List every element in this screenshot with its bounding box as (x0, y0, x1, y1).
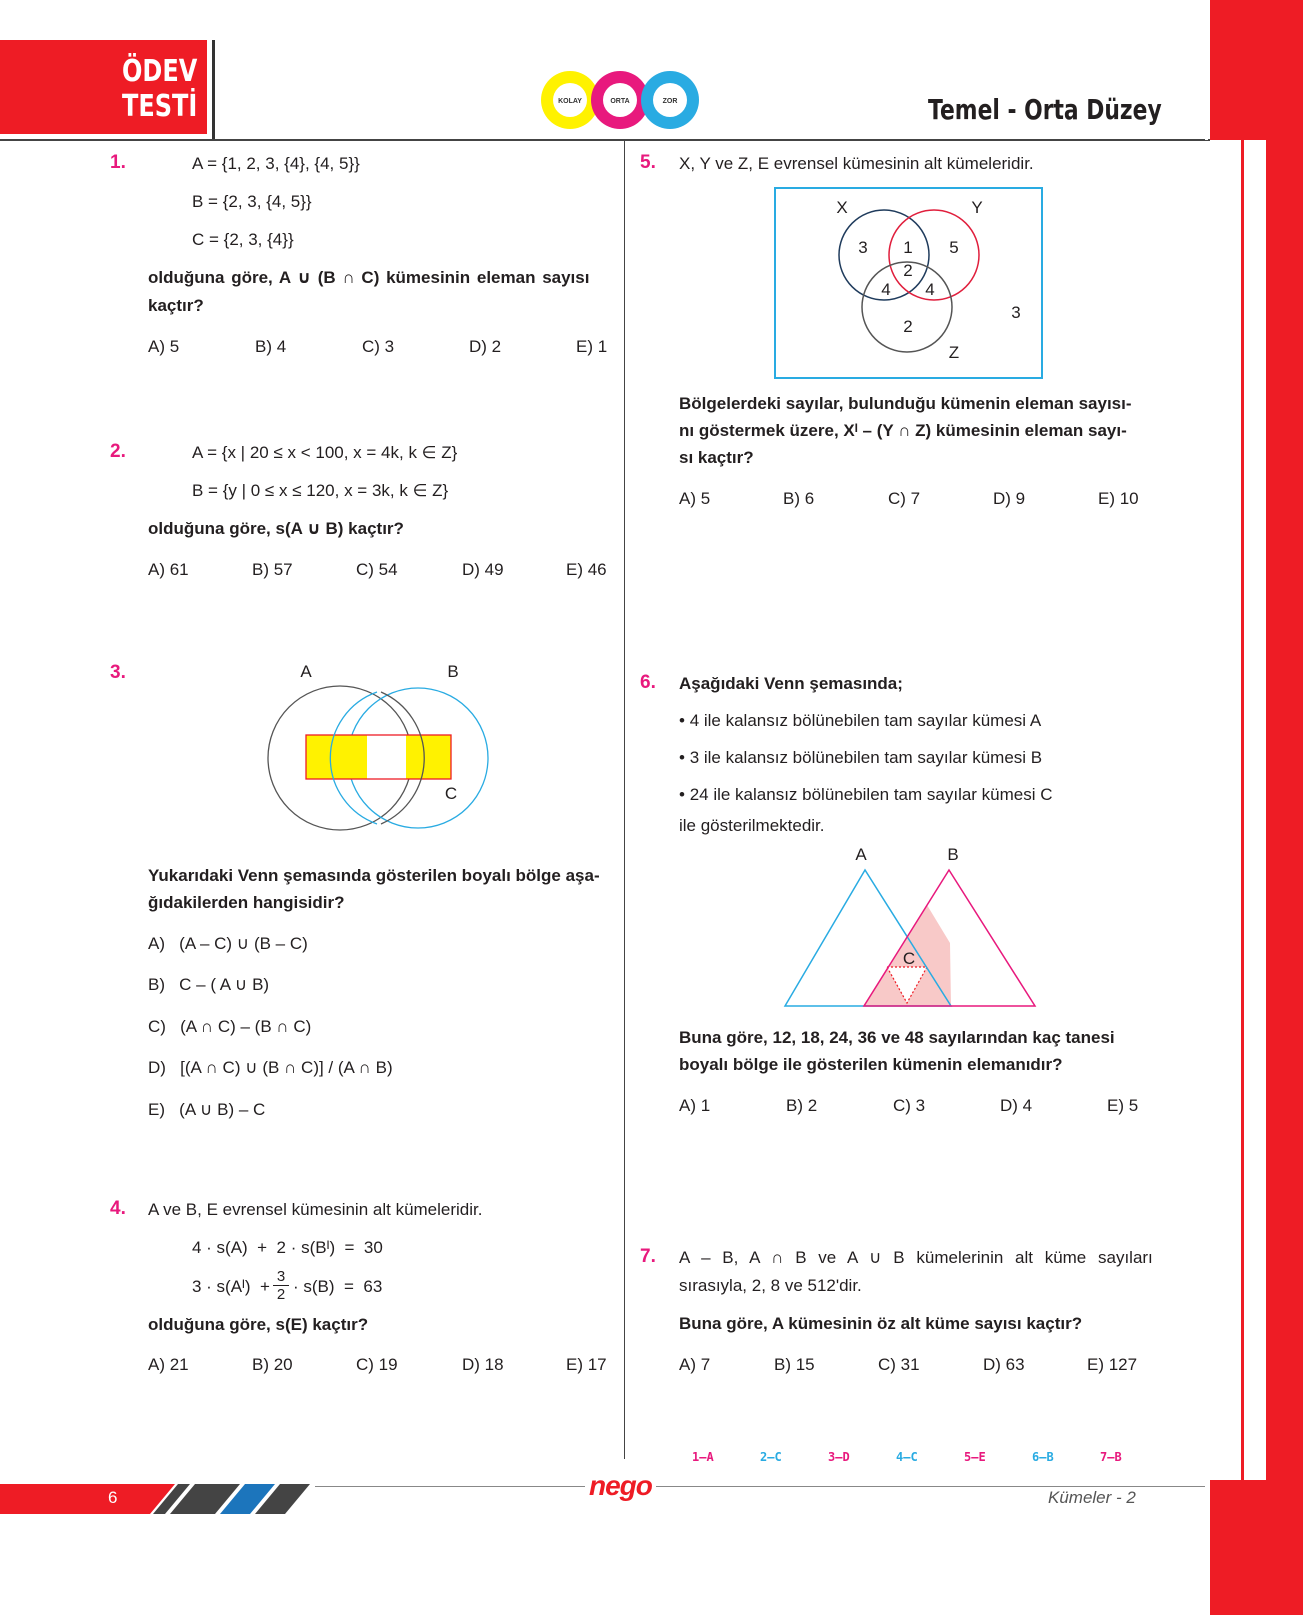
q5-region-xz: 4 (881, 280, 891, 299)
q1-number: 1. (110, 152, 126, 173)
header-badge-border (212, 40, 215, 140)
q3-option-b[interactable]: B) C – ( A ∪ B) (148, 975, 270, 994)
q5-region-xyz: 2 (903, 261, 913, 280)
q6-option-d[interactable]: D) 4 (1000, 1096, 1033, 1115)
page-number: 6 (108, 1488, 118, 1507)
q6-outro: ile gösterilmektedir. (679, 816, 825, 835)
q3-label-a: A (300, 662, 312, 681)
q6-bullet-3: • 24 ile kalansız bölünebilen tam sayılar kümesi C (679, 785, 1053, 804)
q4-option-a[interactable]: A) 21 (148, 1355, 189, 1374)
answer-key-4: 4–C (896, 1450, 918, 1464)
q2-option-c[interactable]: C) 54 (356, 560, 398, 579)
q1-option-b[interactable]: B) 4 (255, 337, 287, 356)
answer-key-7: 7–B (1100, 1450, 1122, 1464)
q6-bullet-3-text: 24 ile kalansız bölünebilen tam sayılar kümesi C (689, 785, 1053, 804)
q4-equation-2-right: · s(B) = 63 (293, 1277, 383, 1296)
right-margin-bar (1210, 0, 1303, 140)
q4-equation-2-left: 3 · s(Aᴵ) + (192, 1277, 270, 1296)
q7-text-2: sırasıyla, 2, 8 ve 512'dir. (679, 1276, 862, 1295)
q5-label-z: Z (948, 343, 960, 362)
footer-line (315, 1486, 1205, 1487)
q5-label-x: X (836, 198, 848, 217)
q5-region-xy: 1 (903, 238, 913, 257)
q7-option-b[interactable]: B) 15 (774, 1355, 815, 1374)
answer-key-1: 1–A (692, 1450, 714, 1464)
q3-venn-diagram (260, 655, 500, 845)
q3-prompt-2: ğıdakilerden hangisidir? (148, 893, 345, 912)
q5-option-d[interactable]: D) 9 (993, 489, 1026, 508)
level-easy-label: KOLAY (558, 98, 582, 105)
q6-bullet-1-text: 4 ile kalansız bölünebilen tam sayılar kümesi A (689, 711, 1042, 730)
q2-set-a: A = {x | 20 ≤ x < 100, x = 4k, k ∈ Z} (192, 443, 458, 462)
q5-option-a[interactable]: A) 5 (679, 489, 711, 508)
q6-title: Aşağıdaki Venn şemasında; (679, 674, 903, 693)
level-hard-label: ZOR (662, 98, 678, 105)
q1-prompt-2: kaçtır? (148, 296, 204, 315)
q2-option-e[interactable]: E) 46 (566, 560, 607, 579)
q4-number: 4. (110, 1198, 126, 1219)
q3-label-c: C (444, 784, 458, 803)
q1-set-a: A = {1, 2, 3, {4}, {4, 5}} (192, 154, 360, 173)
q5-prompt-2: nı göstermek üzere, Xᴵ – (Y ∩ Z) kümesinin eleman sayı- (679, 421, 1127, 440)
q6-bullet-2: • 3 ile kalansız bölünebilen tam sayılar kümesi B (679, 748, 1043, 767)
q7-option-a[interactable]: A) 7 (679, 1355, 711, 1374)
q5-intro: X, Y ve Z, E evrensel kümesinin alt kümeleridir. (679, 154, 1034, 173)
q1-option-e[interactable]: E) 1 (576, 337, 608, 356)
q1-option-d[interactable]: D) 2 (469, 337, 502, 356)
q7-option-e[interactable]: E) 127 (1087, 1355, 1138, 1374)
q4-option-d[interactable]: D) 18 (462, 1355, 504, 1374)
answer-key-3: 3–D (828, 1450, 850, 1464)
q6-prompt-2: boyalı bölge ile gösterilen kümenin elemanıdır? (679, 1055, 1063, 1074)
answer-key-2: 2–C (760, 1450, 782, 1464)
q5-label-y: Y (971, 198, 983, 217)
q1-set-c: C = {2, 3, {4}} (192, 230, 294, 249)
brand-logo: nego (585, 1470, 656, 1502)
q5-region-z-only: 2 (903, 317, 913, 336)
q1-option-a[interactable]: A) 5 (148, 337, 180, 356)
q7-number: 7. (640, 1246, 656, 1267)
q6-number: 6. (640, 672, 656, 693)
q6-label-b: B (947, 845, 959, 864)
q2-set-b: B = {y | 0 ≤ x ≤ 120, x = 3k, k ∈ Z} (192, 481, 449, 500)
answer-key-6: 6–B (1032, 1450, 1054, 1464)
q3-unshaded-lens (367, 735, 406, 779)
level-circles (540, 70, 702, 132)
level-medium-label: ORTA (610, 98, 630, 105)
q3-option-e[interactable]: E) (A ∪ B) – C (148, 1100, 266, 1119)
q6-venn-diagram (775, 840, 1045, 1012)
q3-prompt: Yukarıdaki Venn şemasında gösterilen boyalı bölge aşa- (148, 866, 600, 885)
q5-option-b[interactable]: B) 6 (783, 489, 815, 508)
q3-number: 3. (110, 662, 126, 683)
q2-option-d[interactable]: D) 49 (462, 560, 504, 579)
q1-option-c[interactable]: C) 3 (362, 337, 395, 356)
q5-venn-diagram (774, 187, 1046, 382)
answer-key-5: 5–E (964, 1450, 986, 1464)
q4-option-b[interactable]: B) 20 (252, 1355, 293, 1374)
q4-intro: A ve B, E evrensel kümesinin alt kümeleridir. (148, 1200, 483, 1219)
q3-label-b: B (447, 662, 459, 681)
q3-option-d[interactable]: D) [(A ∩ C) ∪ (B ∩ C)] / (A ∩ B) (148, 1058, 393, 1077)
q4-equation-1: 4 · s(A) + 2 · s(Bᴵ) = 30 (192, 1238, 383, 1257)
q6-option-e[interactable]: E) 5 (1107, 1096, 1139, 1115)
badge-line2: TESTİ (122, 89, 198, 124)
header-line (0, 139, 1210, 141)
q6-bullet-2-text: 3 ile kalansız bölünebilen tam sayılar kümesi B (689, 748, 1043, 767)
q5-region-x-only: 3 (858, 238, 868, 257)
q4-prompt: olduğuna göre, s(E) kaçtır? (148, 1315, 369, 1334)
q4-fraction-denominator: 2 (276, 1286, 286, 1303)
page-title: Temel - Orta Düzey (928, 93, 1162, 126)
q6-bullet-1: • 4 ile kalansız bölünebilen tam sayılar kümesi A (679, 711, 1042, 730)
q6-option-c[interactable]: C) 3 (893, 1096, 926, 1115)
q6-label-a: A (855, 845, 867, 864)
q5-region-yz: 4 (925, 280, 935, 299)
chapter-label: Kümeler - 2 (1048, 1488, 1136, 1507)
q3-option-a[interactable]: A) (A – C) ∪ (B – C) (148, 934, 308, 953)
q4-option-e[interactable]: E) 17 (566, 1355, 607, 1374)
q5-number: 5. (640, 152, 656, 173)
q6-option-b[interactable]: B) 2 (786, 1096, 818, 1115)
q5-option-c[interactable]: C) 7 (888, 489, 921, 508)
q5-option-e[interactable]: E) 10 (1098, 489, 1139, 508)
badge-line1: ÖDEV (122, 54, 198, 89)
q6-prompt: Buna göre, 12, 18, 24, 36 ve 48 sayılarından kaç tanesi (679, 1028, 1115, 1047)
q7-prompt: Buna göre, A kümesinin öz alt küme sayısı kaçtır? (679, 1314, 1083, 1333)
q7-text: A – B, A ∩ B ve A ∪ B kümelerinin alt küme sayıları (679, 1248, 1153, 1267)
right-margin-strip (1241, 140, 1244, 1560)
right-margin-strip (1266, 140, 1303, 1560)
q1-prompt: olduğuna göre, A ∪ (B ∩ C) kümesinin eleman sayısı (148, 268, 590, 287)
q5-prompt: Bölgelerdeki sayılar, bulunduğu kümenin eleman sayısı- (679, 394, 1132, 413)
footer-graphic (0, 1478, 320, 1523)
q4-fraction (273, 1268, 289, 1303)
q6-label-c: C (902, 949, 916, 968)
q4-option-c[interactable]: C) 19 (356, 1355, 398, 1374)
q7-option-c[interactable]: C) 31 (878, 1355, 920, 1374)
q2-number: 2. (110, 441, 126, 462)
right-margin-bottom (1210, 1480, 1303, 1615)
q3-option-c[interactable]: C) (A ∩ C) – (B ∩ C) (148, 1017, 312, 1036)
q2-option-a[interactable]: A) 61 (148, 560, 189, 579)
q5-region-y-only: 5 (949, 238, 959, 257)
q5-prompt-3: sı kaçtır? (679, 448, 754, 467)
column-divider (624, 141, 625, 1459)
right-margin-bar (1205, 0, 1208, 140)
q2-option-b[interactable]: B) 57 (252, 560, 293, 579)
q2-prompt: olduğuna göre, s(A ∪ B) kaçtır? (148, 519, 404, 538)
q7-option-d[interactable]: D) 63 (983, 1355, 1025, 1374)
q4-fraction-numerator: 3 (273, 1268, 289, 1286)
q5-region-outside: 3 (1011, 303, 1021, 322)
q6-option-a[interactable]: A) 1 (679, 1096, 711, 1115)
q1-set-b: B = {2, 3, {4, 5}} (192, 192, 312, 211)
